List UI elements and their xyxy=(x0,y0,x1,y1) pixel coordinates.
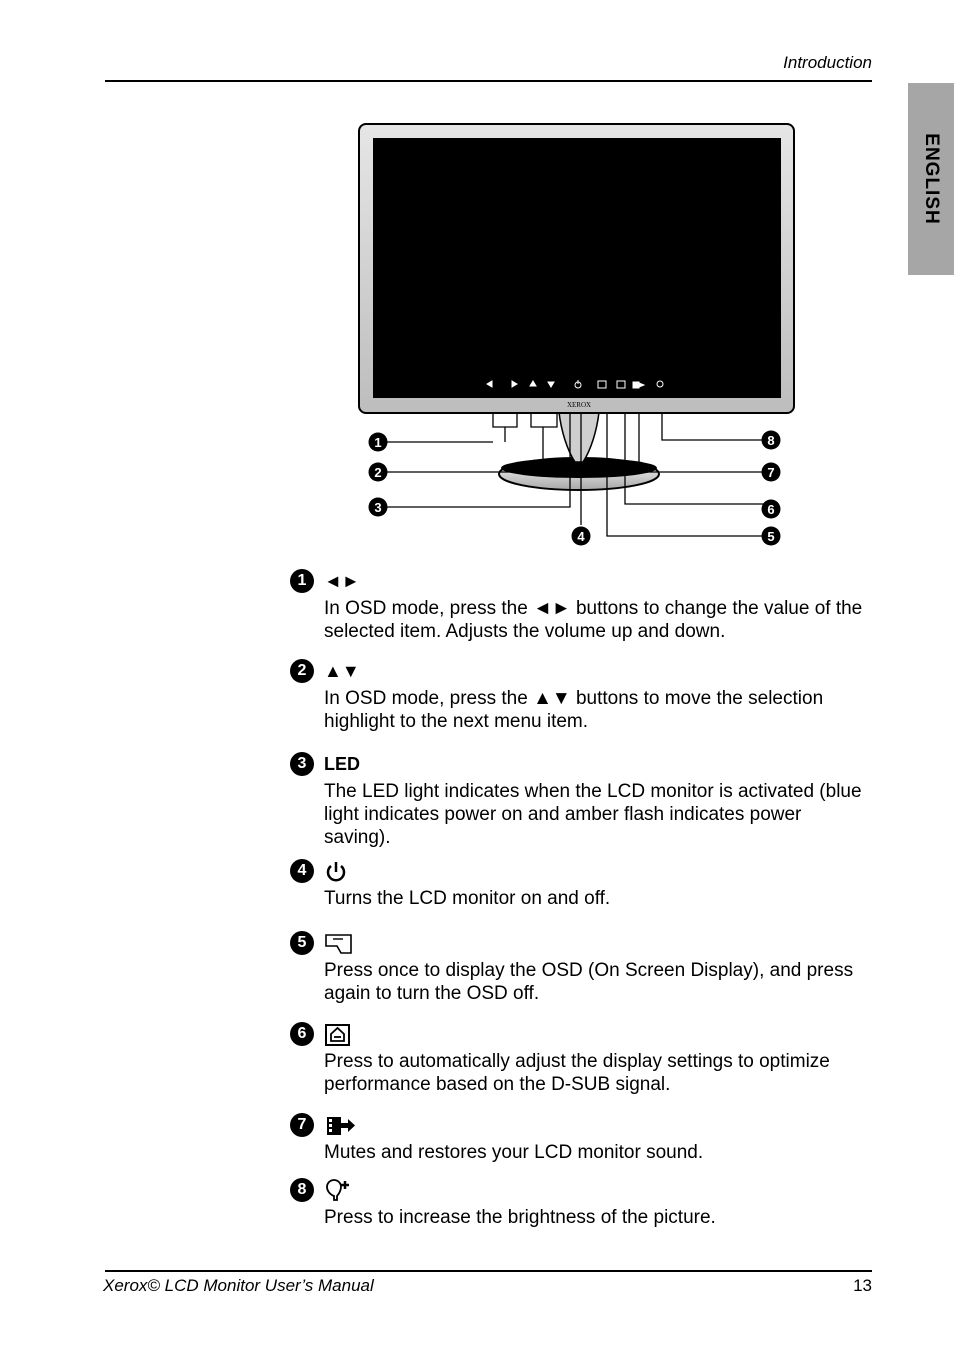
menu-icon xyxy=(324,932,354,956)
mute-icon xyxy=(324,1114,356,1138)
item-4 xyxy=(290,859,880,910)
left-right-arrows-icon: ◄► xyxy=(324,571,360,591)
item-8 xyxy=(290,1178,880,1229)
item-number: 3 xyxy=(290,752,314,776)
monitor-illustration xyxy=(355,120,795,550)
item-3 xyxy=(290,752,880,849)
callout-7: 7 xyxy=(767,465,775,480)
callout-6: 6 xyxy=(767,502,775,517)
item-description: Turns the LCD monitor on and off. xyxy=(324,888,611,909)
item-1 xyxy=(290,569,880,643)
item-description: In OSD mode, press the ▲▼ buttons to move the selection highlight to the next menu item. xyxy=(324,688,824,732)
brightness-icon xyxy=(324,1179,350,1203)
page-number: 13 xyxy=(853,1276,872,1295)
language-tab xyxy=(908,83,954,275)
brand-logo-text: XEROX xyxy=(566,401,592,409)
callout-1: 1 xyxy=(374,435,382,450)
running-header: Introduction xyxy=(783,53,872,72)
item-number: 2 xyxy=(290,659,314,683)
callout-3: 3 xyxy=(374,500,382,515)
manual-title: Xerox© LCD Monitor User’s Manual xyxy=(103,1276,374,1295)
item-description: In OSD mode, press the ◄► buttons to change the value of the selected item. Adjusts the volume up and down. xyxy=(324,598,863,642)
item-number: 4 xyxy=(290,859,314,883)
language-tab-label: ENGLISH xyxy=(921,133,942,225)
item-number: 7 xyxy=(290,1113,314,1137)
up-down-arrows-icon: ▲▼ xyxy=(324,661,360,681)
callout-4: 4 xyxy=(577,529,585,544)
item-number: 1 xyxy=(290,569,314,593)
callout-8: 8 xyxy=(767,433,775,448)
auto-adjust-icon xyxy=(324,1023,352,1047)
item-description: Press to increase the brightness of the picture. xyxy=(324,1207,716,1228)
item-number: 6 xyxy=(290,1022,314,1046)
footer-rule xyxy=(105,1270,872,1272)
item-number: 5 xyxy=(290,931,314,955)
item-description: Press to automatically adjust the display settings to optimize performance based on the D-SUB signal. xyxy=(324,1051,830,1095)
item-description: The LED light indicates when the LCD monitor is activated (blue light indicates power on and amber flash indicates power saving). xyxy=(324,781,862,848)
header-rule xyxy=(105,80,872,82)
callout-5: 5 xyxy=(767,529,775,544)
item-description: Press once to display the OSD (On Screen Display), and press again to turn the OSD off. xyxy=(324,960,854,1004)
monitor-diagram xyxy=(355,120,795,550)
callout-2: 2 xyxy=(374,465,382,480)
item-7 xyxy=(290,1113,880,1164)
item-2 xyxy=(290,659,880,733)
power-icon xyxy=(324,860,348,884)
item-5 xyxy=(290,931,880,1005)
item-number: 8 xyxy=(290,1178,314,1202)
item-label: LED xyxy=(324,754,360,774)
item-description: Mutes and restores your LCD monitor sound. xyxy=(324,1142,704,1163)
item-6 xyxy=(290,1022,880,1096)
